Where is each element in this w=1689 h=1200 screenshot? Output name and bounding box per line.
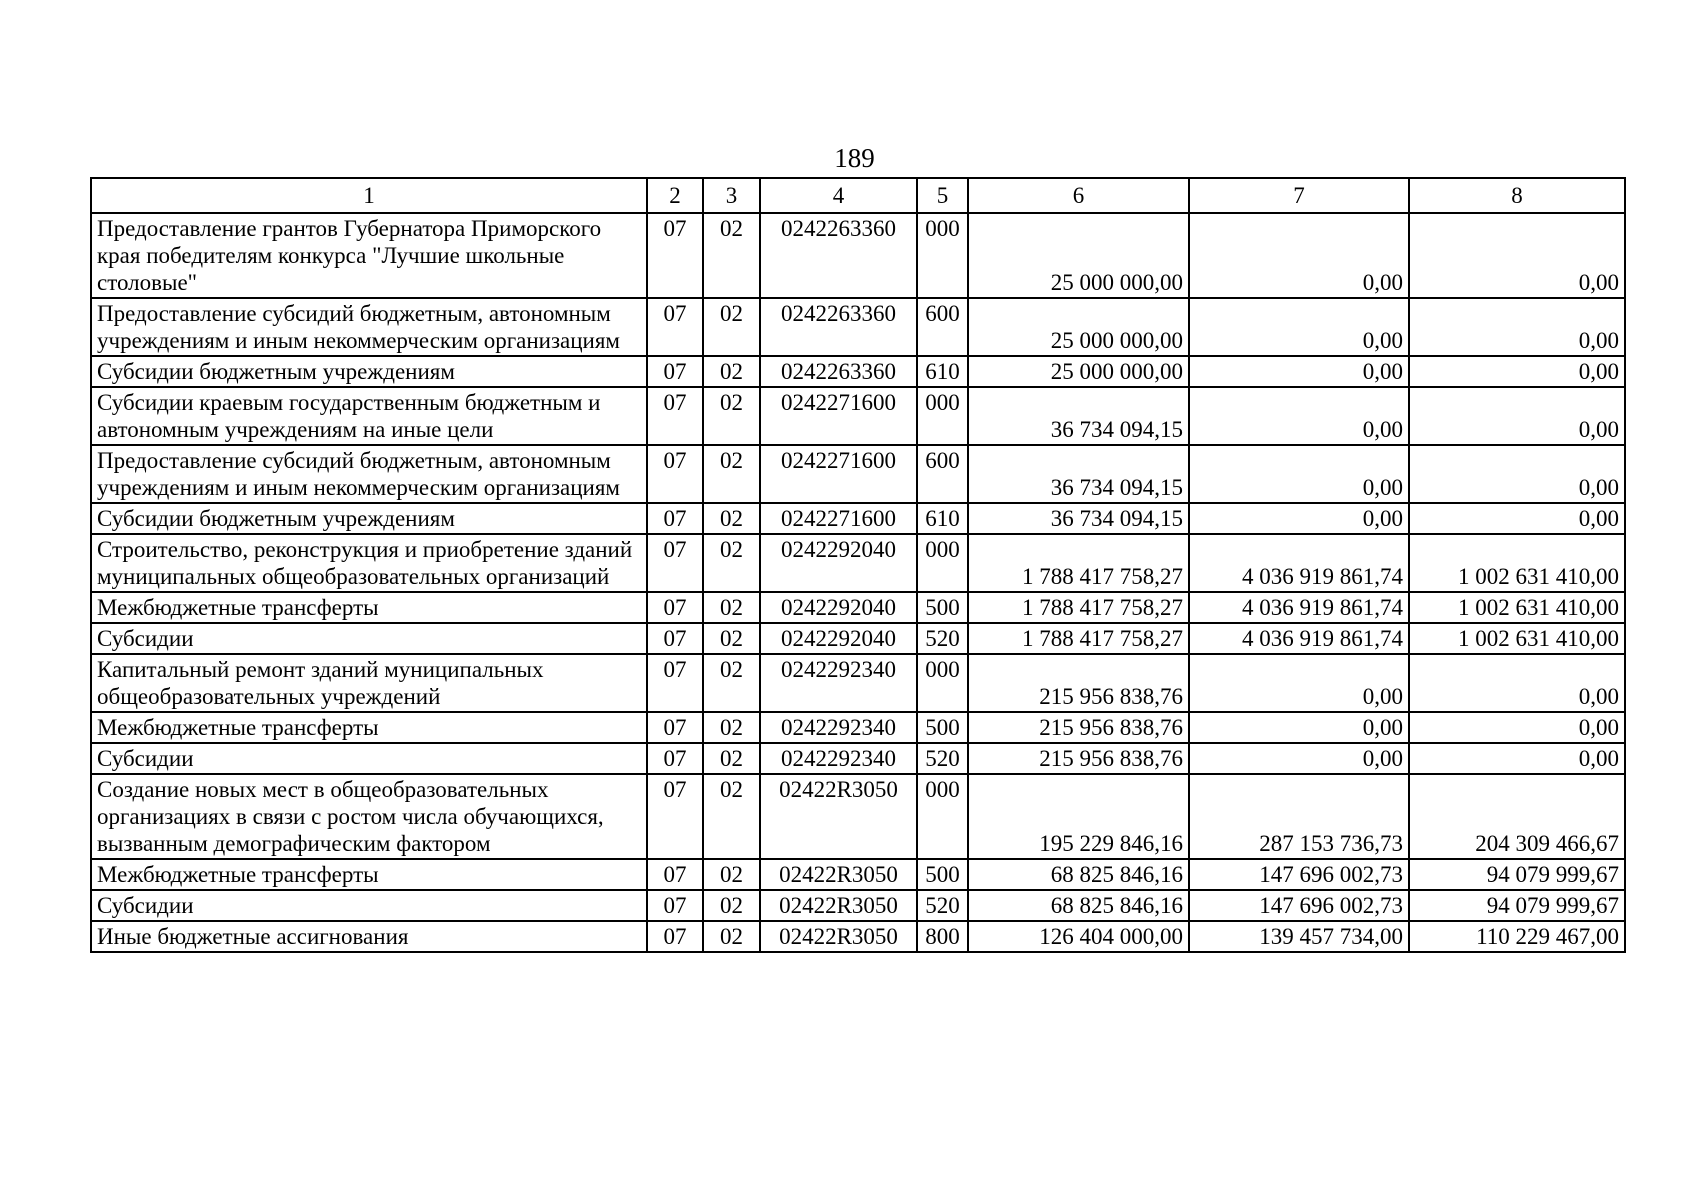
row-amount-8: 110 229 467,00 bbox=[1409, 921, 1625, 952]
row-expense-type: 500 bbox=[917, 592, 968, 623]
table-row bbox=[91, 774, 1625, 859]
row-amount-7: 139 457 734,00 bbox=[1189, 921, 1409, 952]
header-cell-8: 8 bbox=[1409, 178, 1625, 213]
row-subsection: 02 bbox=[703, 387, 760, 445]
row-amount-6: 25 000 000,00 bbox=[968, 213, 1189, 298]
row-expense-type: 520 bbox=[917, 623, 968, 654]
row-amount-7: 0,00 bbox=[1189, 387, 1409, 445]
row-target-code: 0242263360 bbox=[760, 356, 917, 387]
row-amount-8: 0,00 bbox=[1409, 743, 1625, 774]
row-expense-type: 000 bbox=[917, 774, 968, 859]
row-subsection: 02 bbox=[703, 743, 760, 774]
row-amount-7: 0,00 bbox=[1189, 654, 1409, 712]
row-target-code: 02422R3050 bbox=[760, 859, 917, 890]
row-amount-8: 0,00 bbox=[1409, 213, 1625, 298]
row-expense-type: 000 bbox=[917, 534, 968, 592]
row-expense-type: 520 bbox=[917, 743, 968, 774]
row-amount-7: 0,00 bbox=[1189, 743, 1409, 774]
row-name: Предоставление грантов Губернатора Приморского края победителям конкурса "Лучшие школьные столовые" bbox=[91, 213, 647, 298]
row-target-code: 0242292340 bbox=[760, 712, 917, 743]
row-section: 07 bbox=[647, 921, 703, 952]
row-section: 07 bbox=[647, 534, 703, 592]
row-amount-7: 4 036 919 861,74 bbox=[1189, 592, 1409, 623]
row-amount-6: 1 788 417 758,27 bbox=[968, 623, 1189, 654]
table-row bbox=[91, 445, 1625, 503]
row-amount-8: 0,00 bbox=[1409, 445, 1625, 503]
row-expense-type: 000 bbox=[917, 213, 968, 298]
row-amount-8: 1 002 631 410,00 bbox=[1409, 534, 1625, 592]
row-section: 07 bbox=[647, 387, 703, 445]
row-name: Иные бюджетные ассигнования bbox=[91, 921, 647, 952]
row-expense-type: 500 bbox=[917, 712, 968, 743]
row-target-code: 0242263360 bbox=[760, 298, 917, 356]
table-row bbox=[91, 743, 1625, 774]
row-amount-8: 94 079 999,67 bbox=[1409, 890, 1625, 921]
row-amount-6: 25 000 000,00 bbox=[968, 356, 1189, 387]
row-amount-6: 36 734 094,15 bbox=[968, 387, 1189, 445]
row-name: Предоставление субсидий бюджетным, автономным учреждениям и иным некоммерческим организациям bbox=[91, 445, 647, 503]
row-target-code: 0242292340 bbox=[760, 654, 917, 712]
row-subsection: 02 bbox=[703, 859, 760, 890]
row-target-code: 0242292040 bbox=[760, 534, 917, 592]
row-subsection: 02 bbox=[703, 356, 760, 387]
row-name: Субсидии краевым государственным бюджетным и автономным учреждениям на иные цели bbox=[91, 387, 647, 445]
row-name: Субсидии bbox=[91, 743, 647, 774]
header-row bbox=[91, 178, 1625, 213]
row-amount-6: 1 788 417 758,27 bbox=[968, 592, 1189, 623]
row-subsection: 02 bbox=[703, 298, 760, 356]
row-expense-type: 000 bbox=[917, 654, 968, 712]
row-name: Предоставление субсидий бюджетным, автономным учреждениям и иным некоммерческим организациям bbox=[91, 298, 647, 356]
row-amount-7: 4 036 919 861,74 bbox=[1189, 623, 1409, 654]
row-subsection: 02 bbox=[703, 712, 760, 743]
row-subsection: 02 bbox=[703, 890, 760, 921]
row-amount-7: 0,00 bbox=[1189, 356, 1409, 387]
row-section: 07 bbox=[647, 654, 703, 712]
row-target-code: 0242271600 bbox=[760, 503, 917, 534]
row-amount-7: 0,00 bbox=[1189, 213, 1409, 298]
table-row bbox=[91, 356, 1625, 387]
row-expense-type: 610 bbox=[917, 356, 968, 387]
header-cell-2: 2 bbox=[647, 178, 703, 213]
row-name: Межбюджетные трансферты bbox=[91, 859, 647, 890]
row-target-code: 02422R3050 bbox=[760, 921, 917, 952]
table-row bbox=[91, 859, 1625, 890]
row-section: 07 bbox=[647, 356, 703, 387]
row-amount-8: 0,00 bbox=[1409, 298, 1625, 356]
row-section: 07 bbox=[647, 712, 703, 743]
row-target-code: 02422R3050 bbox=[760, 890, 917, 921]
row-target-code: 0242271600 bbox=[760, 387, 917, 445]
row-subsection: 02 bbox=[703, 654, 760, 712]
row-name: Субсидии bbox=[91, 890, 647, 921]
row-name: Субсидии бюджетным учреждениям bbox=[91, 503, 647, 534]
row-subsection: 02 bbox=[703, 534, 760, 592]
row-expense-type: 500 bbox=[917, 859, 968, 890]
row-target-code: 0242292040 bbox=[760, 592, 917, 623]
row-target-code: 0242292040 bbox=[760, 623, 917, 654]
row-name: Субсидии bbox=[91, 623, 647, 654]
row-amount-6: 68 825 846,16 bbox=[968, 859, 1189, 890]
row-name: Создание новых мест в общеобразовательных организациях в связи с ростом числа обучающихся, вызванным демографическим фактором bbox=[91, 774, 647, 859]
row-amount-7: 0,00 bbox=[1189, 503, 1409, 534]
row-section: 07 bbox=[647, 774, 703, 859]
table-row bbox=[91, 503, 1625, 534]
header-cell-6: 6 bbox=[968, 178, 1189, 213]
table-row bbox=[91, 890, 1625, 921]
budget-table bbox=[90, 177, 1626, 953]
row-section: 07 bbox=[647, 890, 703, 921]
row-subsection: 02 bbox=[703, 213, 760, 298]
row-subsection: 02 bbox=[703, 503, 760, 534]
row-amount-8: 0,00 bbox=[1409, 503, 1625, 534]
header-cell-3: 3 bbox=[703, 178, 760, 213]
row-name: Межбюджетные трансферты bbox=[91, 592, 647, 623]
row-target-code: 0242271600 bbox=[760, 445, 917, 503]
row-subsection: 02 bbox=[703, 774, 760, 859]
row-amount-7: 287 153 736,73 bbox=[1189, 774, 1409, 859]
row-expense-type: 520 bbox=[917, 890, 968, 921]
row-amount-7: 0,00 bbox=[1189, 445, 1409, 503]
table-row bbox=[91, 298, 1625, 356]
row-name: Строительство, реконструкция и приобретение зданий муниципальных общеобразовательных организаций bbox=[91, 534, 647, 592]
row-amount-8: 1 002 631 410,00 bbox=[1409, 623, 1625, 654]
row-amount-6: 215 956 838,76 bbox=[968, 743, 1189, 774]
row-section: 07 bbox=[647, 859, 703, 890]
row-name: Капитальный ремонт зданий муниципальных общеобразовательных учреждений bbox=[91, 654, 647, 712]
row-amount-6: 126 404 000,00 bbox=[968, 921, 1189, 952]
table-row bbox=[91, 654, 1625, 712]
row-amount-6: 215 956 838,76 bbox=[968, 654, 1189, 712]
row-amount-8: 1 002 631 410,00 bbox=[1409, 592, 1625, 623]
row-expense-type: 800 bbox=[917, 921, 968, 952]
row-expense-type: 000 bbox=[917, 387, 968, 445]
row-expense-type: 600 bbox=[917, 298, 968, 356]
row-amount-7: 4 036 919 861,74 bbox=[1189, 534, 1409, 592]
row-amount-7: 147 696 002,73 bbox=[1189, 890, 1409, 921]
row-section: 07 bbox=[647, 445, 703, 503]
table-row bbox=[91, 921, 1625, 952]
table-row bbox=[91, 534, 1625, 592]
row-amount-8: 94 079 999,67 bbox=[1409, 859, 1625, 890]
row-amount-6: 68 825 846,16 bbox=[968, 890, 1189, 921]
row-amount-7: 0,00 bbox=[1189, 298, 1409, 356]
row-expense-type: 610 bbox=[917, 503, 968, 534]
table-row bbox=[91, 592, 1625, 623]
row-expense-type: 600 bbox=[917, 445, 968, 503]
row-amount-6: 36 734 094,15 bbox=[968, 503, 1189, 534]
row-subsection: 02 bbox=[703, 921, 760, 952]
row-amount-7: 147 696 002,73 bbox=[1189, 859, 1409, 890]
row-section: 07 bbox=[647, 213, 703, 298]
row-section: 07 bbox=[647, 592, 703, 623]
row-section: 07 bbox=[647, 503, 703, 534]
row-amount-6: 25 000 000,00 bbox=[968, 298, 1189, 356]
header-cell-4: 4 bbox=[760, 178, 917, 213]
header-cell-5: 5 bbox=[917, 178, 968, 213]
row-amount-8: 0,00 bbox=[1409, 387, 1625, 445]
row-amount-8: 0,00 bbox=[1409, 712, 1625, 743]
row-amount-6: 1 788 417 758,27 bbox=[968, 534, 1189, 592]
row-amount-7: 0,00 bbox=[1189, 712, 1409, 743]
row-amount-6: 215 956 838,76 bbox=[968, 712, 1189, 743]
page-number: 189 bbox=[834, 143, 875, 173]
row-name: Субсидии бюджетным учреждениям bbox=[91, 356, 647, 387]
row-subsection: 02 bbox=[703, 592, 760, 623]
table-row bbox=[91, 712, 1625, 743]
table-row bbox=[91, 623, 1625, 654]
row-target-code: 02422R3050 bbox=[760, 774, 917, 859]
row-amount-6: 36 734 094,15 bbox=[968, 445, 1189, 503]
row-subsection: 02 bbox=[703, 623, 760, 654]
row-section: 07 bbox=[647, 623, 703, 654]
row-amount-8: 204 309 466,67 bbox=[1409, 774, 1625, 859]
table-row bbox=[91, 387, 1625, 445]
row-section: 07 bbox=[647, 298, 703, 356]
header-cell-7: 7 bbox=[1189, 178, 1409, 213]
row-subsection: 02 bbox=[703, 445, 760, 503]
table-row bbox=[91, 213, 1625, 298]
row-amount-6: 195 229 846,16 bbox=[968, 774, 1189, 859]
row-amount-8: 0,00 bbox=[1409, 356, 1625, 387]
header-cell-1: 1 bbox=[91, 178, 647, 213]
row-target-code: 0242292340 bbox=[760, 743, 917, 774]
row-name: Межбюджетные трансферты bbox=[91, 712, 647, 743]
row-target-code: 0242263360 bbox=[760, 213, 917, 298]
row-amount-8: 0,00 bbox=[1409, 654, 1625, 712]
row-section: 07 bbox=[647, 743, 703, 774]
